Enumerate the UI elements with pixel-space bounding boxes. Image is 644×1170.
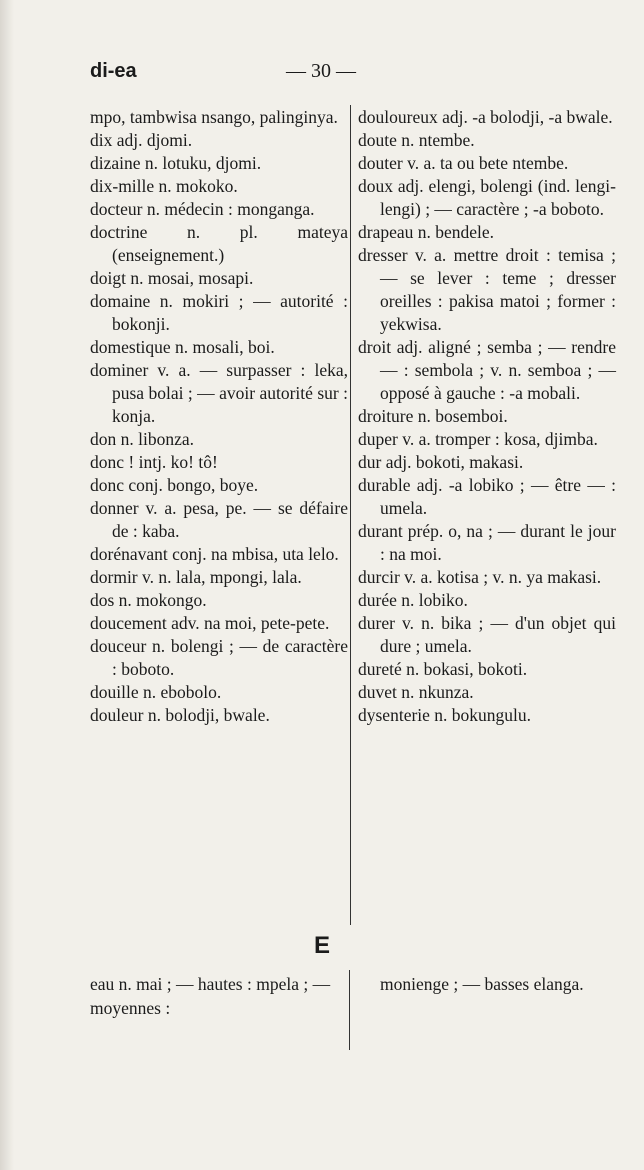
- bottom-column-divider: [349, 970, 350, 1050]
- entry: durée n. lobiko.: [358, 590, 468, 610]
- entry: dix-mille n. mokoko.: [90, 176, 238, 196]
- entry: drapeau n. bendele.: [358, 222, 495, 242]
- entry: don n. libonza.: [90, 429, 195, 449]
- entry: domestique n. mosali, boi.: [90, 337, 275, 357]
- bottom-right-entry: monienge ; — basses elanga.: [380, 974, 584, 994]
- entry: douille n. ebobolo.: [90, 682, 222, 702]
- entry: docteur n. médecin : monganga.: [90, 199, 315, 219]
- entry: dorénavant conj. na mbisa, uta lelo.: [90, 544, 339, 564]
- page-number: — 30 —: [286, 60, 356, 82]
- column-divider: [350, 105, 351, 925]
- entry: dresser v. a. mettre droit : temisa ; — se lever : teme ; dresser oreilles : pakisa matoi ; former : yekwisa.: [358, 245, 616, 334]
- entry: donc ! intj. ko! tô!: [90, 452, 218, 472]
- entry: dormir v. n. lala, mpongi, lala.: [90, 567, 302, 587]
- entry: dysenterie n. bokungulu.: [358, 705, 532, 725]
- entry: mpo, tambwisa nsango, palinginya.: [90, 107, 338, 127]
- entry: doux adj. elengi, bolengi (ind. lengi-lengi) ; — caractère ; -a boboto.: [358, 176, 616, 219]
- entry: dur adj. bokoti, makasi.: [358, 452, 524, 472]
- running-head: di-ea: [90, 60, 137, 82]
- entry: durer v. n. bika ; — d'un objet qui dure ; umela.: [358, 613, 616, 656]
- entry: donner v. a. pesa, pe. — se défaire de : kaba.: [90, 498, 348, 541]
- entry: douleur n. bolodji, bwale.: [90, 705, 270, 725]
- entry: doucement adv. na moi, pete-pete.: [90, 613, 330, 633]
- right-column: [358, 106, 616, 727]
- entry: domaine n. mokiri ; — autorité : bokonji.: [90, 291, 348, 334]
- entry: droiture n. bosemboi.: [358, 406, 508, 426]
- entry: doigt n. mosai, mosapi.: [90, 268, 254, 288]
- entry: doctrine n. pl. mateya (enseignement.): [90, 222, 348, 265]
- bottom-left-entry: eau n. mai ; — hautes : mpela ; — moyennes :: [90, 974, 331, 1018]
- entry: dix adj. djomi.: [90, 130, 193, 150]
- entry: duvet n. nkunza.: [358, 682, 474, 702]
- page-header: [90, 60, 610, 90]
- entry: durant prép. o, na ; — durant le jour : na moi.: [358, 521, 616, 564]
- entry: droit adj. aligné ; semba ; — rendre — : sembola ; v. n. semboa ; — opposé à gauche : -a mobali.: [358, 337, 616, 403]
- entry: duper v. a. tromper : kosa, djimba.: [358, 429, 598, 449]
- entry: douter v. a. ta ou bete ntembe.: [358, 153, 569, 173]
- entry: durcir v. a. kotisa ; v. n. ya makasi.: [358, 567, 602, 587]
- entry: dos n. mokongo.: [90, 590, 207, 610]
- entry: durable adj. -a lobiko ; — être — : umela.: [358, 475, 616, 518]
- entry: dureté n. bokasi, bokoti.: [358, 659, 528, 679]
- entry: douloureux adj. -a bolodji, -a bwale.: [358, 107, 613, 127]
- entry: douceur n. bolengi ; — de caractère : boboto.: [90, 636, 348, 679]
- section-letter: E: [313, 932, 330, 959]
- left-column: [90, 106, 348, 727]
- entry: dizaine n. lotuku, djomi.: [90, 153, 262, 173]
- entry: donc conj. bongo, boye.: [90, 475, 259, 495]
- entry: dominer v. a. — surpasser : leka, pusa bolai ; — avoir autorité sur : konja.: [90, 360, 348, 426]
- page-edge-shadow: [0, 0, 14, 1170]
- entry: doute n. ntembe.: [358, 130, 475, 150]
